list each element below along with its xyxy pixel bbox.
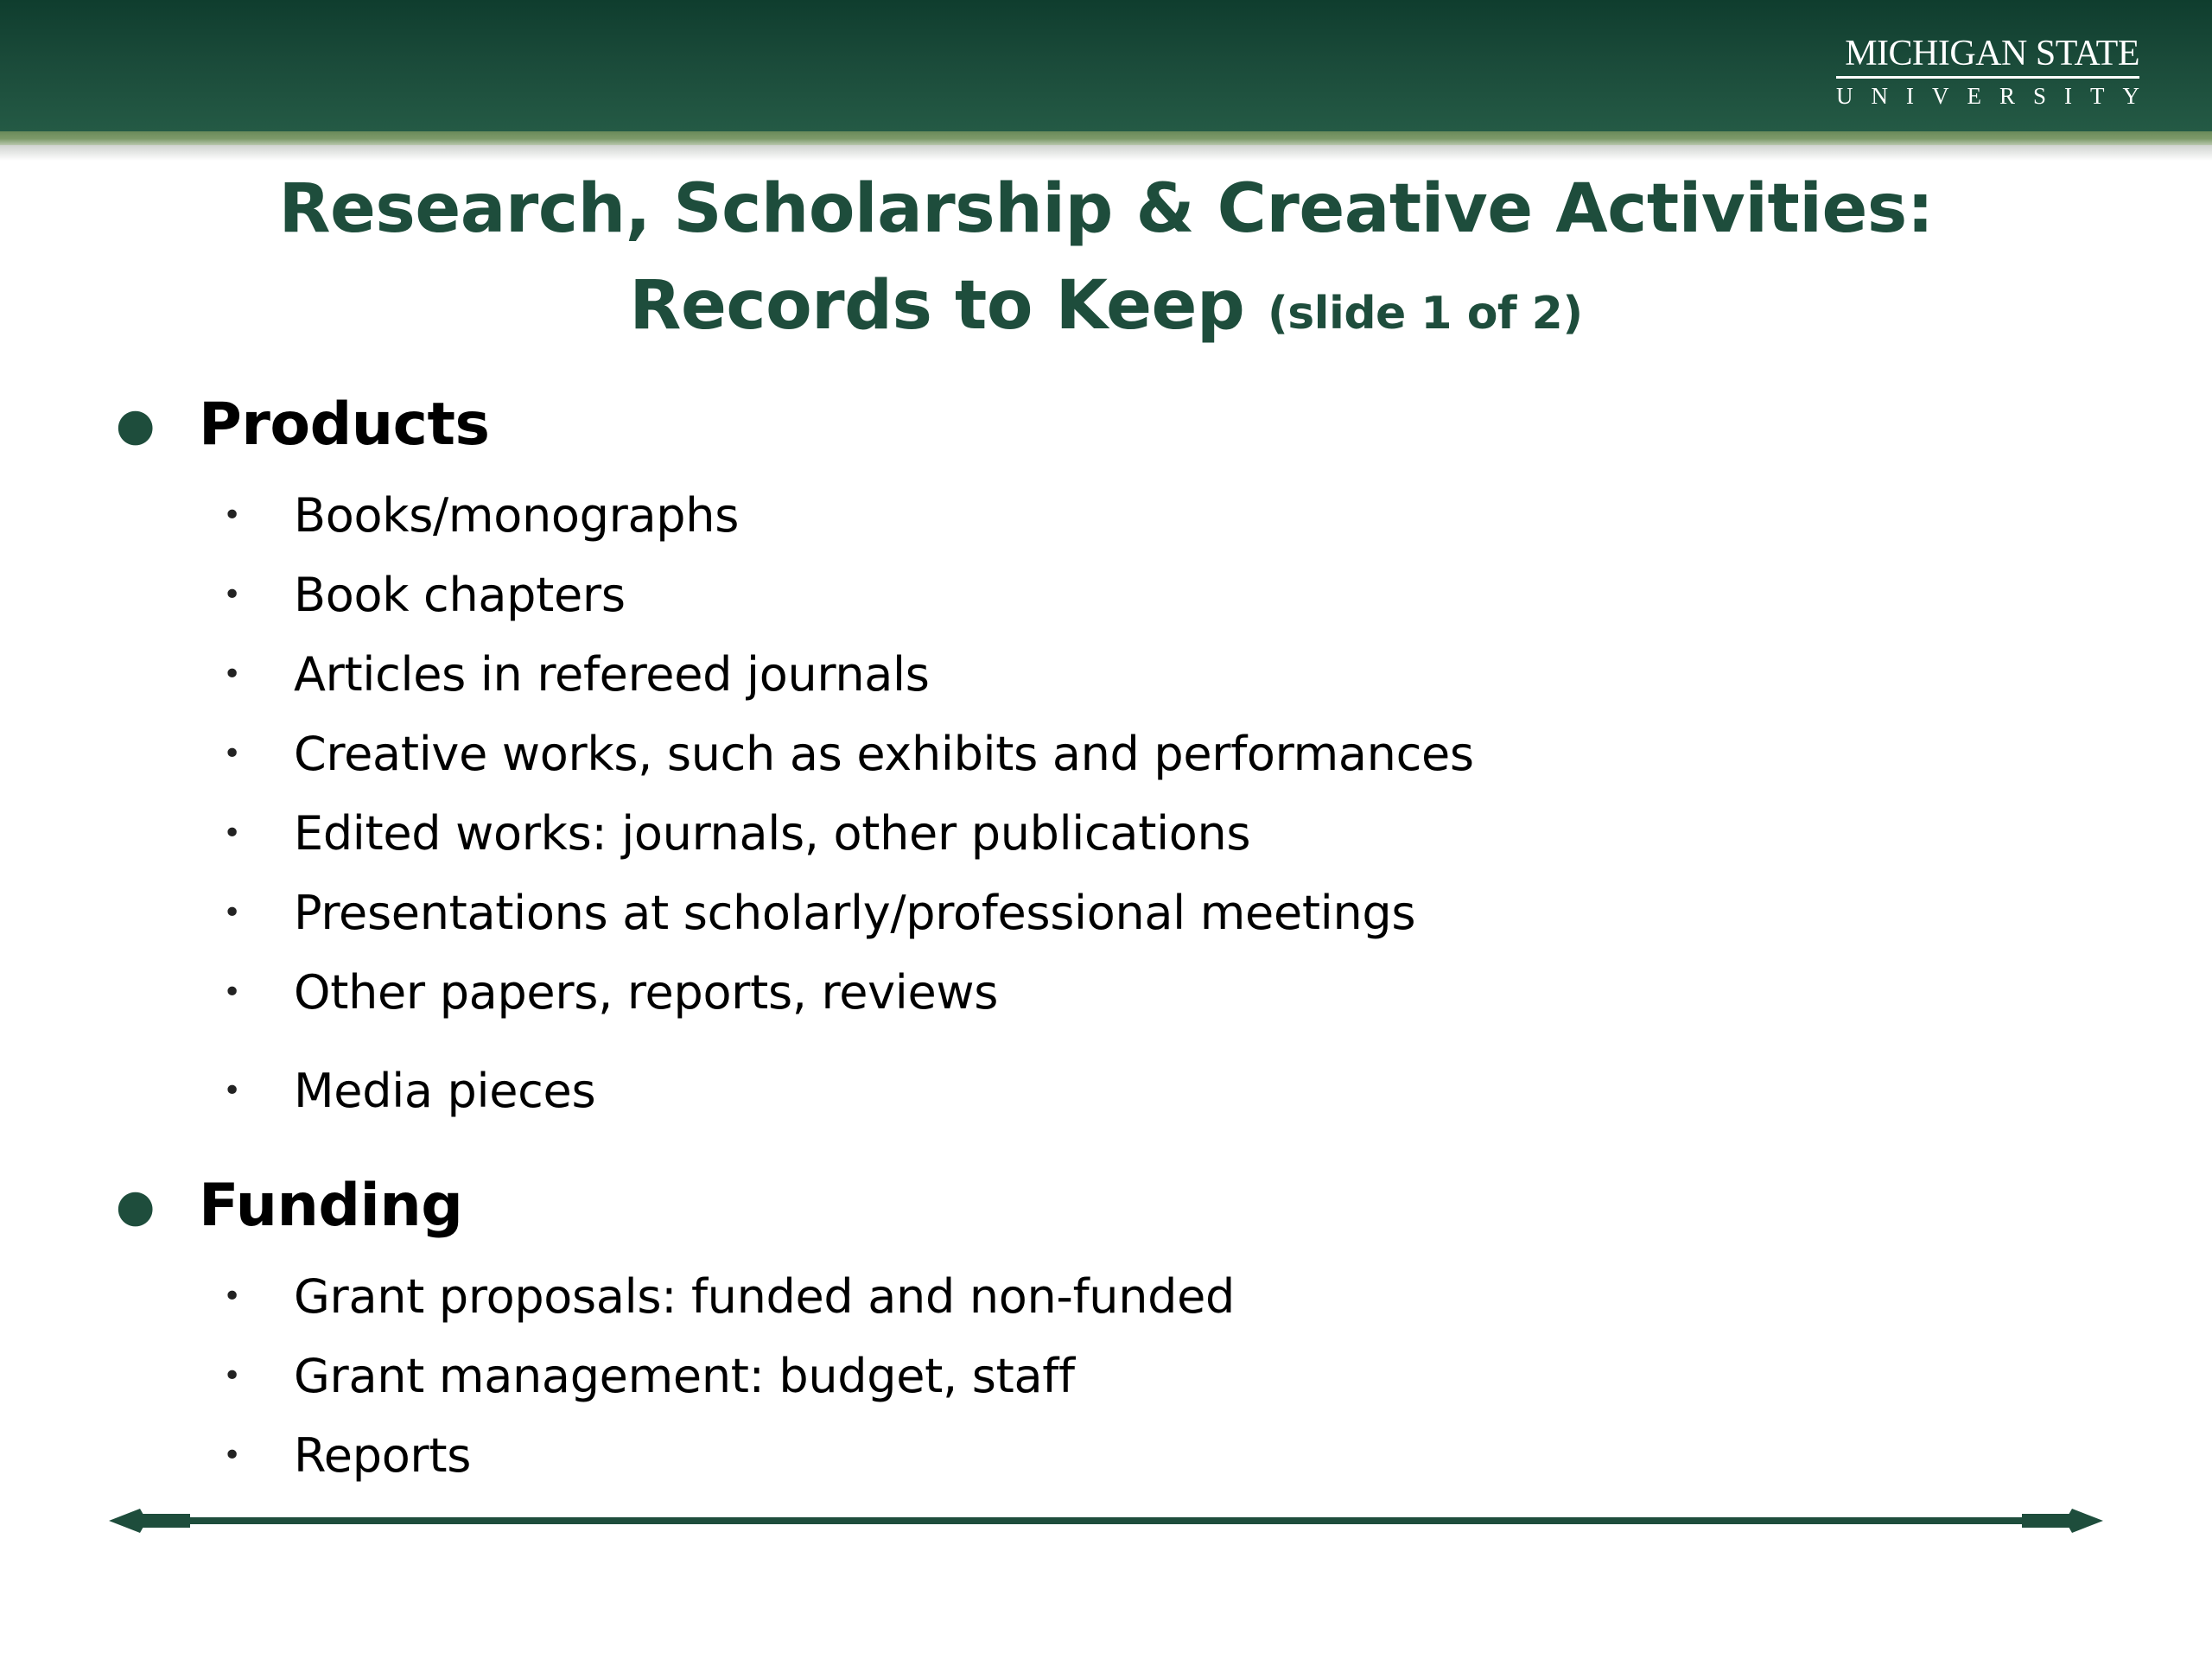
list-item-text: Edited works: journals, other publications bbox=[294, 806, 1251, 861]
bullet-dot-icon: • bbox=[223, 577, 242, 613]
header-accent-stripe bbox=[0, 131, 2212, 145]
section-heading-label: Products bbox=[199, 391, 490, 459]
list-item-text: Reports bbox=[294, 1428, 472, 1483]
bullet-dot-icon: • bbox=[223, 657, 242, 692]
section-heading-label: Funding bbox=[199, 1172, 463, 1240]
list-item-text: Book chapters bbox=[294, 568, 626, 622]
bullet-dot-icon: • bbox=[223, 1279, 242, 1314]
bullet-dot-icon: • bbox=[223, 736, 242, 772]
list-item-text: Articles in refereed journals bbox=[294, 647, 930, 702]
list-item-text: Presentations at scholarly/professional meetings bbox=[294, 886, 1416, 940]
bullet-dot-icon: • bbox=[223, 498, 242, 533]
title-line-2 bbox=[0, 256, 2212, 364]
slide-title bbox=[0, 162, 2212, 364]
bullet-dot-icon: • bbox=[223, 1073, 242, 1109]
bullet-dot-icon: • bbox=[223, 975, 242, 1010]
list-item-text: Grant management: budget, staff bbox=[294, 1349, 1075, 1403]
bullet-dot-icon: • bbox=[223, 895, 242, 931]
list-item-text: Creative works, such as exhibits and performances bbox=[294, 727, 1474, 781]
title-line-1: Research, Scholarship & Creative Activities: bbox=[278, 170, 1934, 248]
list-item-text: Books/monographs bbox=[294, 488, 740, 543]
bullet-dot-icon: • bbox=[223, 1358, 242, 1394]
list-item-text: Media pieces bbox=[294, 1064, 596, 1118]
bullet-dot-icon: • bbox=[223, 816, 242, 851]
double-arrow-line-icon bbox=[109, 1503, 2103, 1538]
msu-logo bbox=[1836, 33, 2158, 111]
bullet-dot-icon: ● bbox=[116, 1180, 156, 1232]
list-item-text: Other papers, reports, reviews bbox=[294, 965, 999, 1020]
title-main: Records to Keep bbox=[629, 267, 1245, 345]
list-item-text: Grant proposals: funded and non-funded bbox=[294, 1269, 1236, 1324]
bullet-dot-icon: ● bbox=[116, 399, 156, 451]
logo-subtitle: UNIVERSITY bbox=[1836, 83, 2158, 109]
logo-wordmark: MICHIGAN STATE bbox=[1836, 33, 2139, 79]
slide-counter: (slide 1 of 2) bbox=[1267, 288, 1583, 340]
bullet-dot-icon: • bbox=[223, 1438, 242, 1473]
header-shadow bbox=[0, 145, 2212, 161]
